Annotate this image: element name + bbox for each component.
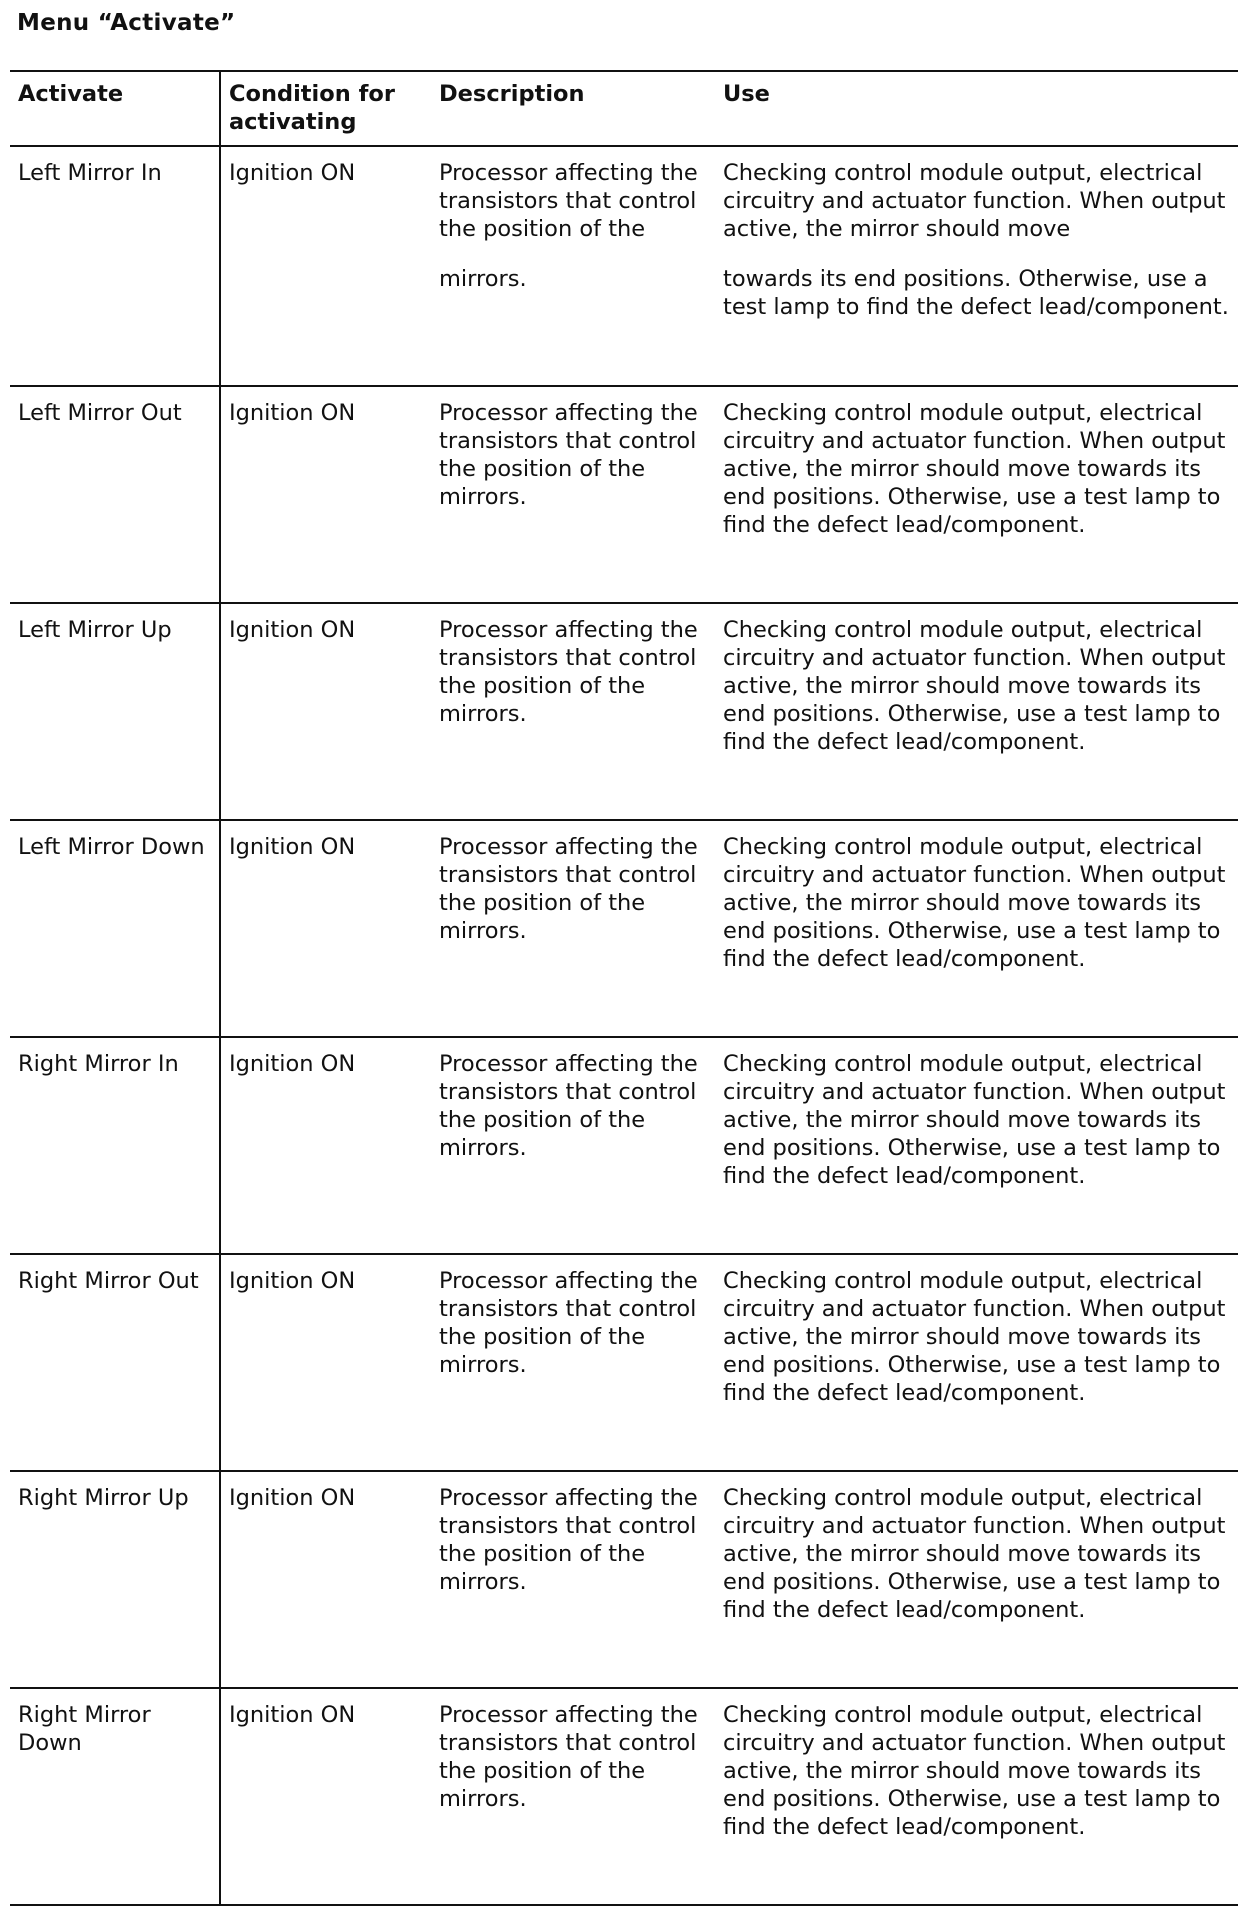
activate-cell: Left Mirror Up	[10, 603, 220, 820]
description-gap	[439, 243, 707, 265]
description-cell: Processor affecting the transistors that control the position of the mirrors.	[431, 820, 715, 1037]
header-condition: Condition for activating	[220, 71, 431, 146]
description-text-part: Processor affecting the transistors that control the position of the	[439, 160, 698, 242]
description-cell: Processor affecting the transistors that control the position of the mirrors.	[431, 1688, 715, 1905]
use-cell: Checking control module output, electrical circuitry and actuator function. When output active, the mirror should move towards its end positions. Otherwise, use a test lamp to find the defect lead/component.	[715, 1471, 1238, 1688]
condition-cell: Ignition ON	[220, 1471, 431, 1688]
condition-cell: Ignition ON	[220, 820, 431, 1037]
condition-cell: Ignition ON	[220, 1688, 431, 1905]
use-cell	[715, 146, 1238, 386]
condition-cell: Ignition ON	[220, 386, 431, 603]
table-row	[10, 1688, 1238, 1905]
table-row	[10, 1254, 1238, 1471]
description-cell: Processor affecting the transistors that control the position of the mirrors.	[431, 603, 715, 820]
use-text-part: Checking control module output, electrical circuitry and actuator function. When output active, the mirror should move	[723, 160, 1226, 242]
use-cell: Checking control module output, electrical circuitry and actuator function. When output active, the mirror should move towards its end positions. Otherwise, use a test lamp to find the defect lead/component.	[715, 1688, 1238, 1905]
description-text-part: mirrors.	[439, 266, 527, 292]
use-cell: Checking control module output, electrical circuitry and actuator function. When output active, the mirror should move towards its end positions. Otherwise, use a test lamp to find the defect lead/component.	[715, 1037, 1238, 1254]
header-use: Use	[715, 71, 1238, 146]
description-cell: Processor affecting the transistors that control the position of the mirrors.	[431, 386, 715, 603]
use-gap	[723, 243, 1230, 265]
table-header-row	[10, 71, 1238, 146]
header-activate: Activate	[10, 71, 220, 146]
condition-cell: Ignition ON	[220, 1037, 431, 1254]
header-description: Description	[431, 71, 715, 146]
use-cell: Checking control module output, electrical circuitry and actuator function. When output active, the mirror should move towards its end positions. Otherwise, use a test lamp to find the defect lead/component.	[715, 603, 1238, 820]
activate-cell: Left Mirror Down	[10, 820, 220, 1037]
activate-cell: Right Mirror In	[10, 1037, 220, 1254]
description-cell	[431, 146, 715, 386]
description-cell: Processor affecting the transistors that control the position of the mirrors.	[431, 1037, 715, 1254]
table-row	[10, 1037, 1238, 1254]
use-text-part: towards its end positions. Otherwise, use a test lamp to find the defect lead/component.	[723, 266, 1229, 320]
page-title: Menu “Activate”	[17, 10, 236, 36]
activate-cell: Left Mirror Out	[10, 386, 220, 603]
activate-table	[10, 70, 1238, 1906]
table-row	[10, 820, 1238, 1037]
use-cell: Checking control module output, electrical circuitry and actuator function. When output active, the mirror should move towards its end positions. Otherwise, use a test lamp to find the defect lead/component.	[715, 1254, 1238, 1471]
table-row	[10, 386, 1238, 603]
description-cell: Processor affecting the transistors that control the position of the mirrors.	[431, 1254, 715, 1471]
condition-cell: Ignition ON	[220, 603, 431, 820]
activate-cell: Left Mirror In	[10, 146, 220, 386]
activate-cell: Right Mirror Down	[10, 1688, 220, 1905]
use-cell: Checking control module output, electrical circuitry and actuator function. When output active, the mirror should move towards its end positions. Otherwise, use a test lamp to find the defect lead/component.	[715, 820, 1238, 1037]
table-row	[10, 603, 1238, 820]
description-cell: Processor affecting the transistors that control the position of the mirrors.	[431, 1471, 715, 1688]
condition-cell: Ignition ON	[220, 1254, 431, 1471]
activate-cell: Right Mirror Out	[10, 1254, 220, 1471]
condition-cell: Ignition ON	[220, 146, 431, 386]
use-cell: Checking control module output, electrical circuitry and actuator function. When output active, the mirror should move towards its end positions. Otherwise, use a test lamp to find the defect lead/component.	[715, 386, 1238, 603]
table-row	[10, 146, 1238, 386]
table-row	[10, 1471, 1238, 1688]
activate-cell: Right Mirror Up	[10, 1471, 220, 1688]
